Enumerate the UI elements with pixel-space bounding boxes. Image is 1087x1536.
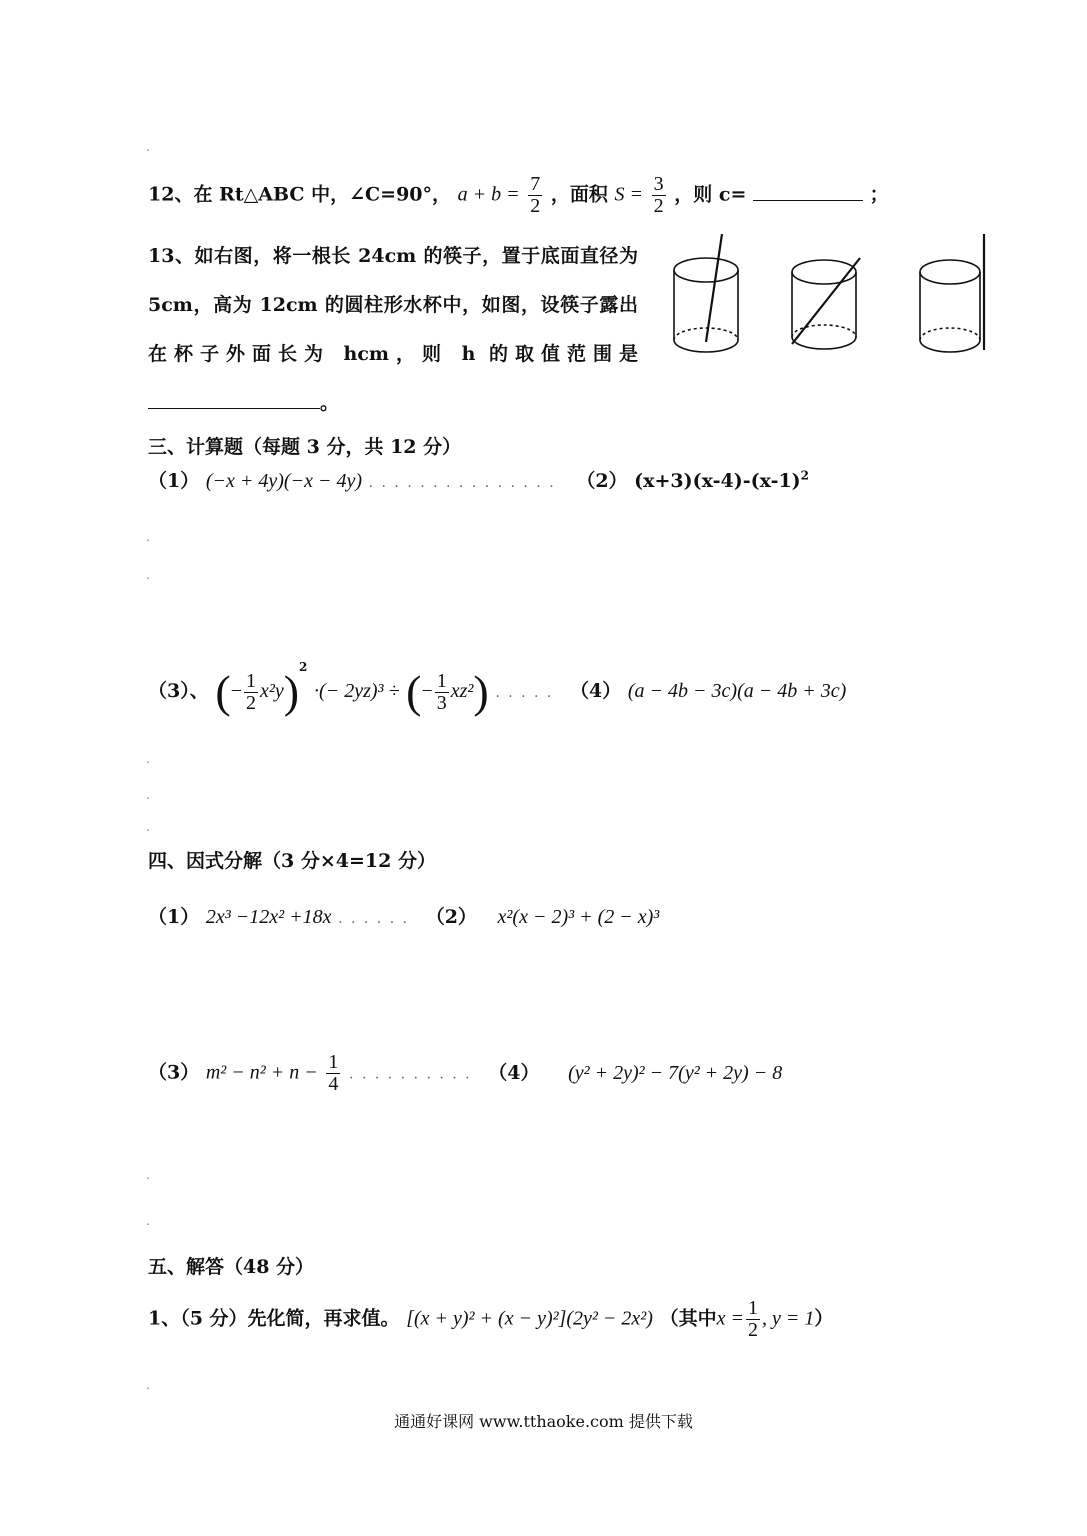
- section-4-row-2: [148, 1052, 782, 1095]
- s3-p4-expr: (a − 4b − 3c)(a − 4b + 3c): [627, 680, 847, 702]
- q13-end: 。: [320, 392, 340, 414]
- q12-prefix: 12、在 Rt△ABC 中，∠C=90°，: [148, 183, 452, 206]
- dots: . . . . . .: [338, 911, 410, 927]
- dots: . . . . .: [495, 685, 554, 701]
- s3-p3-fraction-2: $\frac{1}{3}$: [436, 669, 447, 714]
- q12-answer-blank: [753, 182, 863, 201]
- s4-p1-expr: 2x³ −12x² +18x: [205, 906, 332, 928]
- s4-p2-expr: x²(x − 2)³ + (2 − x)³: [497, 906, 660, 928]
- s3-p4-label: （4）: [570, 680, 622, 702]
- cup-3: [920, 234, 984, 352]
- s5-q1-expr: [(x + y)² + (x − y)²](2y² − 2x²): [406, 1307, 653, 1330]
- s4-p4-expr: (y² + 2y)² − 7(y² + 2y) − 8: [568, 1061, 783, 1084]
- cup-2: [792, 258, 860, 349]
- q13-answer-blank: [148, 390, 320, 409]
- section-5-title: 五、解答（48 分）: [148, 1256, 315, 1278]
- q12-end: ；: [869, 183, 889, 206]
- s4-p3-label: （3）: [148, 1061, 200, 1084]
- s5-q1-cond-pre: （其中: [659, 1307, 717, 1330]
- q12-suffix: ，则 c=: [674, 183, 747, 206]
- s5-q1-prefix: 1、（5 分）先化简，再求值。: [148, 1307, 400, 1330]
- s3-p3-fraction: $\frac{1}{2}$: [245, 669, 256, 714]
- cup-1: [674, 234, 738, 352]
- q12-fraction-1: $\frac{7}{2}$: [530, 173, 541, 217]
- s3-p3-label: （3）、: [148, 680, 209, 702]
- q13-text: 13、如右图，将一根长 24cm 的筷子，置于底面直径为 5cm，高为 12cm 的圆柱形水杯中，如图，设筷子露出在杯子外面长为 hcm，则 h 的取值范围是: [148, 245, 638, 365]
- q12-expr2: S =: [614, 183, 644, 206]
- section-5-q1: 1、（5 分）先化简，再求值。 [(x + y)² + (x − y)²](2y² − 2x²) （其中x = $\frac{1}{2}$ , y = 1）: [148, 1297, 834, 1341]
- question-13: [148, 232, 638, 428]
- s4-p3-expr: m² − n² + n −: [205, 1061, 318, 1084]
- dots: . . . . . . . . . .: [349, 1066, 472, 1083]
- s3-p2-label: （2）: [576, 470, 628, 492]
- dots: . . . . . . . . . . . . . . .: [368, 475, 556, 491]
- question-12: [148, 174, 889, 217]
- s4-p1-label: （1）: [148, 906, 200, 928]
- section-4-row-1: [148, 902, 659, 929]
- q12-fraction-2: $\frac{3}{2}$: [653, 173, 664, 217]
- s4-p4-label: （4）: [488, 1061, 540, 1084]
- section-3-row-1: [148, 466, 809, 493]
- s3-p2-exp: 2: [800, 468, 810, 483]
- s3-p1-label: （1）: [148, 470, 200, 492]
- s5-q1-fraction: $\frac{1}{2}$: [747, 1297, 758, 1341]
- section-3-row-2: （3）、 (− $\frac{1}{2}$ x²y)$^2$ ·(− 2yz)³ ÷ (− $\frac{1}{3}$ xz²) . . . . . （4） (a − 4b − 3c)(a − 4b + 3c): [148, 660, 847, 717]
- s3-p1-expr: (−x + 4y)(−x − 4y): [205, 470, 362, 492]
- section-4-title: 四、因式分解（3 分×4=12 分）: [148, 850, 436, 872]
- q12-expr1: a + b =: [457, 183, 520, 206]
- section-3-title: 三、计算题（每题 3 分，共 12 分）: [148, 436, 462, 458]
- s4-p3-fraction: $\frac{1}{4}$: [328, 1051, 339, 1095]
- s4-p2-label: （2）: [425, 906, 477, 928]
- page-footer: 通通好课网 www.tthaoke.com 提供下载: [394, 1412, 693, 1431]
- cylinder-cups-figure: [668, 232, 998, 362]
- s3-p3-mid: ·(− 2yz)³ ÷: [314, 680, 400, 702]
- s3-p2-expr: (x+3)(x-4)-(x-1): [634, 470, 801, 492]
- q12-mid: ，面积: [550, 183, 608, 206]
